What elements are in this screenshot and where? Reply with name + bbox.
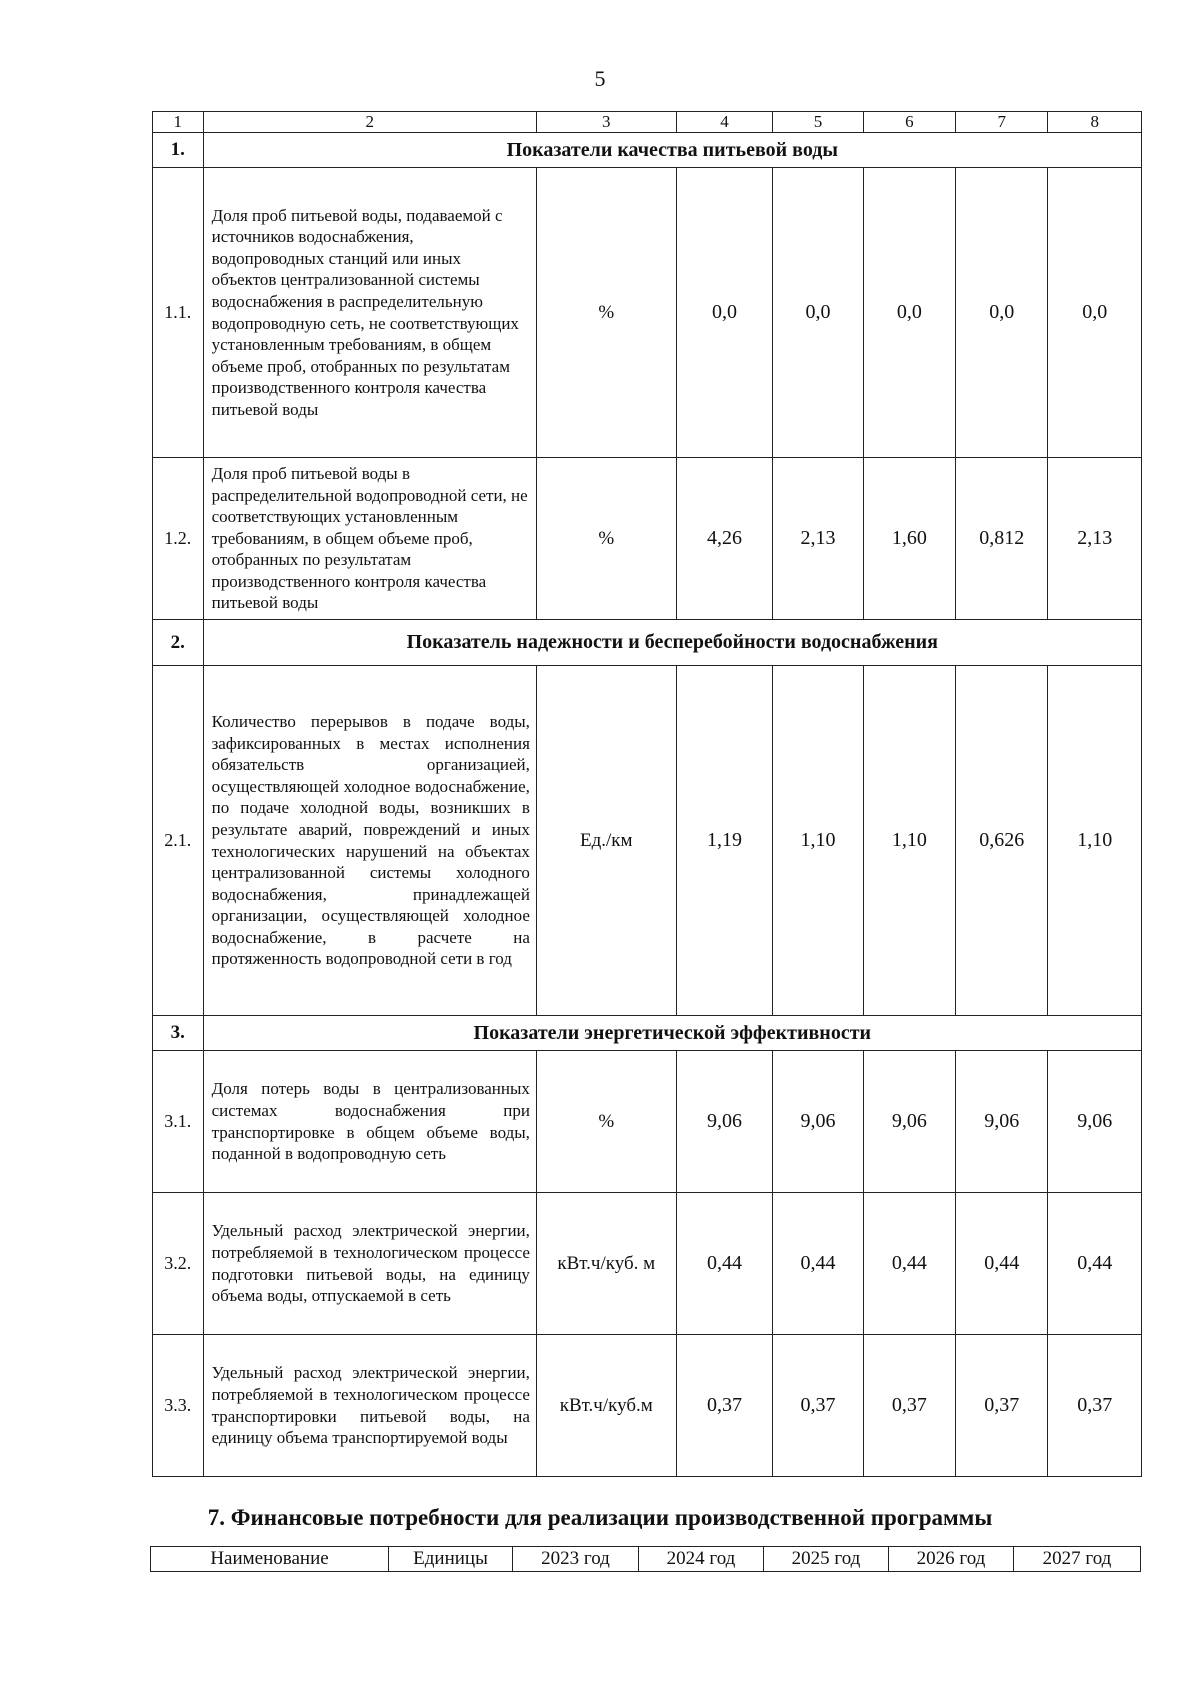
page-number: 5 bbox=[594, 66, 606, 91]
row-number: 2.1. bbox=[153, 666, 204, 1016]
header-cell: 4 bbox=[676, 112, 773, 133]
row-value: 1,60 bbox=[863, 458, 955, 620]
row-value: 0,0 bbox=[1048, 168, 1142, 458]
row-value: 9,06 bbox=[956, 1051, 1048, 1193]
row-number: 1.1. bbox=[153, 168, 204, 458]
row-description: Количество перерывов в подаче воды, зафиксированных в местах исполнения обязательств организацией, осуществляющей холодное водоснабжение, по подаче холодной воды, возникших в результате аварий, повреждений и иных технологических нарушений на объектах централизованной системы холодного водоснабжения, принадлежащей организации, осуществляющей холодное водоснабжение, в расчете на протяженность водопроводной сети в год bbox=[203, 666, 536, 1016]
row-value: 0,0 bbox=[676, 168, 773, 458]
row-value: 0,44 bbox=[773, 1193, 863, 1335]
financial-section-title: 7. Финансовые потребности для реализации производственной программы bbox=[207, 1505, 993, 1530]
financial-table bbox=[150, 1546, 1141, 1572]
row-value: 9,06 bbox=[1048, 1051, 1142, 1193]
row-value: 0,37 bbox=[956, 1335, 1048, 1477]
row-value: 1,10 bbox=[1048, 666, 1142, 1016]
row-value: 0,44 bbox=[676, 1193, 773, 1335]
row-value: 0,37 bbox=[863, 1335, 955, 1477]
section-number: 2. bbox=[153, 620, 204, 666]
financial-header-row bbox=[151, 1547, 1141, 1572]
financial-header-cell: 2026 год bbox=[889, 1547, 1014, 1572]
row-unit: кВт.ч/куб. м bbox=[536, 1193, 676, 1335]
row-number: 3.3. bbox=[153, 1335, 204, 1477]
row-value: 9,06 bbox=[863, 1051, 955, 1193]
table-row bbox=[153, 458, 1142, 620]
section-title: Показатель надежности и бесперебойности водоснабжения bbox=[203, 620, 1141, 666]
table-row bbox=[153, 168, 1142, 458]
row-value: 1,10 bbox=[773, 666, 863, 1016]
row-unit: % bbox=[536, 168, 676, 458]
row-value: 0,812 bbox=[956, 458, 1048, 620]
row-value: 0,0 bbox=[956, 168, 1048, 458]
row-number: 1.2. bbox=[153, 458, 204, 620]
row-value: 2,13 bbox=[773, 458, 863, 620]
row-description: Удельный расход электрической энергии, потребляемой в технологическом процессе транспортировки питьевой воды, на единицу объема транспортируемой воды bbox=[203, 1335, 536, 1477]
section-row bbox=[153, 620, 1142, 666]
row-unit: Ед./км bbox=[536, 666, 676, 1016]
header-cell: 5 bbox=[773, 112, 863, 133]
row-value: 9,06 bbox=[773, 1051, 863, 1193]
row-description: Удельный расход электрической энергии, потребляемой в технологическом процессе подготовки питьевой воды, на единицу объема воды, отпускаемой в сеть bbox=[203, 1193, 536, 1335]
header-cell: 8 bbox=[1048, 112, 1142, 133]
table-row bbox=[153, 1193, 1142, 1335]
table-row bbox=[153, 666, 1142, 1016]
row-value: 0,37 bbox=[1048, 1335, 1142, 1477]
row-value: 0,37 bbox=[773, 1335, 863, 1477]
row-description: Доля потерь воды в централизованных системах водоснабжения при транспортировке в общем объеме воды, поданной в водопроводную сеть bbox=[203, 1051, 536, 1193]
row-value: 0,0 bbox=[773, 168, 863, 458]
header-cell: 7 bbox=[956, 112, 1048, 133]
header-cell: 2 bbox=[203, 112, 536, 133]
indicators-table bbox=[152, 111, 1142, 1477]
row-description: Доля проб питьевой воды, подаваемой с источников водоснабжения, водопроводных станций или иных объектов централизованной системы водоснабжения в распределительную водопроводную сеть, не соответствующих установленным требованиям, в общем объеме проб, отобранных по результатам производственного контроля качества питьевой воды bbox=[203, 168, 536, 458]
row-value: 0,44 bbox=[1048, 1193, 1142, 1335]
financial-header-cell: 2023 год bbox=[513, 1547, 639, 1572]
section-title: Показатели энергетической эффективности bbox=[203, 1016, 1141, 1051]
financial-header-cell: 2025 год bbox=[764, 1547, 889, 1572]
section-number: 1. bbox=[153, 133, 204, 168]
row-value: 0,37 bbox=[676, 1335, 773, 1477]
row-value: 4,26 bbox=[676, 458, 773, 620]
section-row bbox=[153, 1016, 1142, 1051]
row-value: 9,06 bbox=[676, 1051, 773, 1193]
financial-header-cell: 2027 год bbox=[1014, 1547, 1141, 1572]
row-unit: % bbox=[536, 458, 676, 620]
section-number: 3. bbox=[153, 1016, 204, 1051]
header-row bbox=[153, 112, 1142, 133]
row-value: 1,19 bbox=[676, 666, 773, 1016]
header-cell: 1 bbox=[153, 112, 204, 133]
row-unit: кВт.ч/куб.м bbox=[536, 1335, 676, 1477]
header-cell: 6 bbox=[863, 112, 955, 133]
row-value: 0,626 bbox=[956, 666, 1048, 1016]
financial-header-cell: Наименование bbox=[151, 1547, 389, 1572]
section-title: Показатели качества питьевой воды bbox=[203, 133, 1141, 168]
section-row bbox=[153, 133, 1142, 168]
row-value: 0,0 bbox=[863, 168, 955, 458]
row-description: Доля проб питьевой воды в распределительной водопроводной сети, не соответствующих установленным требованиям, в общем объеме проб, отобранных по результатам производственного контроля качества питьевой воды bbox=[203, 458, 536, 620]
row-number: 3.1. bbox=[153, 1051, 204, 1193]
financial-header-cell: 2024 год bbox=[639, 1547, 764, 1572]
row-value: 0,44 bbox=[863, 1193, 955, 1335]
row-number: 3.2. bbox=[153, 1193, 204, 1335]
row-unit: % bbox=[536, 1051, 676, 1193]
table-row bbox=[153, 1335, 1142, 1477]
financial-header-cell: Единицы bbox=[389, 1547, 513, 1572]
row-value: 2,13 bbox=[1048, 458, 1142, 620]
header-cell: 3 bbox=[536, 112, 676, 133]
row-value: 1,10 bbox=[863, 666, 955, 1016]
row-value: 0,44 bbox=[956, 1193, 1048, 1335]
table-row bbox=[153, 1051, 1142, 1193]
